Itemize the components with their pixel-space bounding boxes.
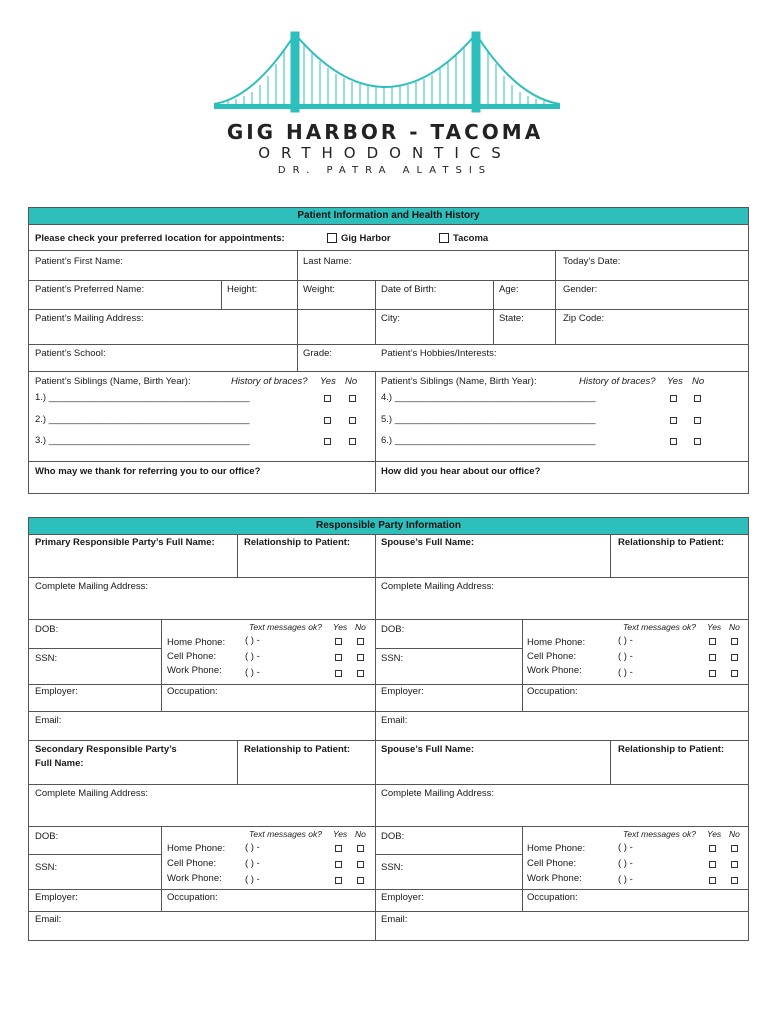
secondary-home-no-checkbox[interactable] (357, 845, 364, 852)
secondary-spouse-home-yes-checkbox[interactable] (709, 845, 716, 852)
primary-home-phone-label: Home Phone: (167, 637, 226, 648)
primary-home-phone-field[interactable]: ( ) - (245, 635, 260, 646)
logo-subtitle: ORTHODONTICS (258, 144, 512, 162)
primary-spouse-relationship-label: Relationship to Patient: (618, 537, 725, 548)
secondary-spouse-cell-phone-field[interactable]: ( ) - (618, 858, 633, 869)
secondary-cell-no-checkbox[interactable] (357, 861, 364, 868)
secondary-spouse-address-label: Complete Mailing Address: (381, 788, 494, 799)
primary-spouse-text-ok-label: Text messages ok? (623, 622, 696, 632)
primary-cell-no-checkbox[interactable] (357, 654, 364, 661)
referral-label: Who may we thank for referring you to our office? (35, 466, 261, 477)
secondary-spouse-cell-no-checkbox[interactable] (731, 861, 738, 868)
secondary-address-label: Complete Mailing Address: (35, 788, 148, 799)
logo-title: GIG HARBOR - TACOMA (226, 120, 544, 144)
primary-home-yes-checkbox[interactable] (335, 638, 342, 645)
secondary-spouse-occupation-label: Occupation: (527, 892, 578, 903)
secondary-work-yes-checkbox[interactable] (335, 877, 342, 884)
primary-spouse-employer-label: Employer: (381, 686, 424, 697)
secondary-spouse-home-phone-label: Home Phone: (527, 843, 586, 854)
primary-spouse-work-no-checkbox[interactable] (731, 670, 738, 677)
sibling-2-yes-checkbox[interactable] (324, 417, 331, 424)
sibling-4-yes-checkbox[interactable] (670, 395, 677, 402)
sibling-line-1[interactable]: 1.) ______________________________________ (35, 392, 250, 403)
sibling-1-yes-checkbox[interactable] (324, 395, 331, 402)
zip-label: Zip Code: (563, 313, 605, 324)
first-name-label: Patient’s First Name: (35, 256, 123, 267)
responsible-party-header: Responsible Party Information (29, 518, 748, 535)
sibling-6-yes-checkbox[interactable] (670, 438, 677, 445)
sibling-1-no-checkbox[interactable] (349, 395, 356, 402)
secondary-spouse-cell-yes-checkbox[interactable] (709, 861, 716, 868)
location-prompt: Please check your preferred location for appointments: (35, 233, 285, 244)
secondary-work-no-checkbox[interactable] (357, 877, 364, 884)
primary-relationship-label: Relationship to Patient: (244, 537, 351, 548)
age-label: Age: (499, 284, 519, 295)
primary-spouse-work-phone-field[interactable]: ( ) - (618, 667, 633, 678)
siblings-label-right: Patient’s Siblings (Name, Birth Year): (381, 376, 537, 387)
secondary-spouse-text-ok-label: Text messages ok? (623, 829, 696, 839)
braces-history-right: History of braces? (579, 376, 656, 387)
sibling-4-no-checkbox[interactable] (694, 395, 701, 402)
sibling-5-yes-checkbox[interactable] (670, 417, 677, 424)
siblings-label-left: Patient’s Siblings (Name, Birth Year): (35, 376, 191, 387)
secondary-relationship-label: Relationship to Patient: (244, 744, 351, 755)
primary-spouse-cell-no-checkbox[interactable] (731, 654, 738, 661)
secondary-occupation-label: Occupation: (167, 892, 218, 903)
primary-spouse-cell-phone-label: Cell Phone: (527, 651, 577, 662)
braces-yes-left: Yes (320, 376, 336, 387)
primary-address-label: Complete Mailing Address: (35, 581, 148, 592)
primary-dob-label: DOB: (35, 624, 59, 635)
mailing-address-label: Patient’s Mailing Address: (35, 313, 144, 324)
primary-cell-phone-label: Cell Phone: (167, 651, 217, 662)
primary-spouse-label: Spouse’s Full Name: (381, 537, 475, 548)
secondary-name-label-1: Secondary Responsible Party’s (35, 744, 177, 755)
secondary-home-phone-field[interactable]: ( ) - (245, 842, 260, 853)
primary-cell-yes-checkbox[interactable] (335, 654, 342, 661)
primary-employer-label: Employer: (35, 686, 78, 697)
todays-date-label: Today’s Date: (563, 256, 621, 267)
bridge-logo-icon (214, 30, 560, 116)
secondary-spouse-text-no: No (729, 829, 740, 839)
secondary-spouse-text-yes: Yes (707, 829, 722, 839)
secondary-dob-label: DOB: (35, 831, 59, 842)
secondary-text-no: No (355, 829, 366, 839)
primary-spouse-text-yes: Yes (707, 622, 722, 632)
primary-spouse-email-label: Email: (381, 715, 408, 726)
braces-yes-right: Yes (667, 376, 683, 387)
grade-label: Grade: (303, 348, 333, 359)
secondary-text-yes: Yes (333, 829, 348, 839)
secondary-spouse-work-phone-field[interactable]: ( ) - (618, 874, 633, 885)
primary-spouse-cell-phone-field[interactable]: ( ) - (618, 651, 633, 662)
primary-spouse-home-phone-label: Home Phone: (527, 637, 586, 648)
weight-label: Weight: (303, 284, 336, 295)
last-name-label: Last Name: (303, 256, 352, 267)
tacoma-checkbox[interactable] (439, 233, 449, 243)
secondary-spouse-work-yes-checkbox[interactable] (709, 877, 716, 884)
preferred-name-label: Patient’s Preferred Name: (35, 284, 145, 295)
secondary-spouse-dob-label: DOB: (381, 831, 405, 842)
secondary-ssn-label: SSN: (35, 862, 58, 873)
primary-occupation-label: Occupation: (167, 686, 218, 697)
secondary-home-yes-checkbox[interactable] (335, 845, 342, 852)
primary-name-label: Primary Responsible Party’s Full Name: (35, 537, 215, 548)
gender-label: Gender: (563, 284, 598, 295)
secondary-spouse-home-no-checkbox[interactable] (731, 845, 738, 852)
sibling-line-2[interactable]: 2.) ______________________________________ (35, 414, 250, 425)
secondary-spouse-work-phone-label: Work Phone: (527, 873, 582, 884)
height-label: Height: (227, 284, 258, 295)
secondary-spouse-home-phone-field[interactable]: ( ) - (618, 842, 633, 853)
secondary-spouse-label: Spouse’s Full Name: (381, 744, 475, 755)
sibling-line-3[interactable]: 3.) ______________________________________ (35, 435, 250, 446)
primary-spouse-cell-yes-checkbox[interactable] (709, 654, 716, 661)
primary-home-no-checkbox[interactable] (357, 638, 364, 645)
secondary-work-phone-field[interactable]: ( ) - (245, 874, 260, 885)
secondary-spouse-ssn-label: SSN: (381, 862, 404, 873)
primary-ssn-label: SSN: (35, 653, 58, 664)
primary-text-no: No (355, 622, 366, 632)
braces-history-left: History of braces? (231, 376, 308, 387)
gig-harbor-checkbox[interactable] (327, 233, 337, 243)
primary-work-yes-checkbox[interactable] (335, 670, 342, 677)
patient-info-header: Patient Information and Health History (29, 208, 748, 225)
primary-spouse-address-label: Complete Mailing Address: (381, 581, 494, 592)
primary-work-phone-field[interactable]: ( ) - (245, 667, 260, 678)
secondary-spouse-email-label: Email: (381, 914, 408, 925)
secondary-cell-phone-field[interactable]: ( ) - (245, 858, 260, 869)
primary-spouse-dob-label: DOB: (381, 624, 405, 635)
tacoma-label: Tacoma (453, 233, 489, 244)
primary-text-ok-label: Text messages ok? (249, 622, 322, 632)
secondary-home-phone-label: Home Phone: (167, 843, 226, 854)
secondary-spouse-cell-phone-label: Cell Phone: (527, 858, 577, 869)
sibling-3-no-checkbox[interactable] (349, 438, 356, 445)
secondary-email-label: Email: (35, 914, 62, 925)
primary-work-no-checkbox[interactable] (357, 670, 364, 677)
primary-spouse-ssn-label: SSN: (381, 653, 404, 664)
primary-spouse-home-no-checkbox[interactable] (731, 638, 738, 645)
secondary-work-phone-label: Work Phone: (167, 873, 222, 884)
logo-doctor: DR. PATRA ALATSIS (277, 165, 493, 176)
sibling-line-6[interactable]: 6.) ______________________________________ (381, 435, 596, 446)
secondary-spouse-relationship-label: Relationship to Patient: (618, 744, 725, 755)
school-label: Patient’s School: (35, 348, 106, 359)
primary-spouse-home-yes-checkbox[interactable] (709, 638, 716, 645)
primary-cell-phone-field[interactable]: ( ) - (245, 651, 260, 662)
secondary-text-ok-label: Text messages ok? (249, 829, 322, 839)
secondary-employer-label: Employer: (35, 892, 78, 903)
secondary-spouse-work-no-checkbox[interactable] (731, 877, 738, 884)
sibling-5-no-checkbox[interactable] (694, 417, 701, 424)
hobbies-label: Patient’s Hobbies/Interests: (381, 348, 497, 359)
dob-label: Date of Birth: (381, 284, 437, 295)
secondary-cell-phone-label: Cell Phone: (167, 858, 217, 869)
patient-info-form (28, 207, 749, 494)
braces-no-right: No (692, 376, 705, 387)
primary-work-phone-label: Work Phone: (167, 665, 222, 676)
secondary-spouse-employer-label: Employer: (381, 892, 424, 903)
heard-label: How did you hear about our office? (381, 466, 541, 477)
secondary-cell-yes-checkbox[interactable] (335, 861, 342, 868)
primary-spouse-work-yes-checkbox[interactable] (709, 670, 716, 677)
sibling-2-no-checkbox[interactable] (349, 417, 356, 424)
responsible-party-form (28, 517, 749, 941)
sibling-line-4[interactable]: 4.) ______________________________________ (381, 392, 596, 403)
sibling-3-yes-checkbox[interactable] (324, 438, 331, 445)
primary-email-label: Email: (35, 715, 62, 726)
state-label: State: (499, 313, 524, 324)
primary-spouse-occupation-label: Occupation: (527, 686, 578, 697)
secondary-name-label-2: Full Name: (35, 758, 84, 769)
primary-spouse-text-no: No (729, 622, 740, 632)
gig-harbor-label: Gig Harbor (341, 233, 391, 244)
braces-no-left: No (345, 376, 358, 387)
primary-text-yes: Yes (333, 622, 348, 632)
sibling-6-no-checkbox[interactable] (694, 438, 701, 445)
primary-spouse-work-phone-label: Work Phone: (527, 665, 582, 676)
city-label: City: (381, 313, 400, 324)
primary-spouse-home-phone-field[interactable]: ( ) - (618, 635, 633, 646)
sibling-line-5[interactable]: 5.) ______________________________________ (381, 414, 596, 425)
